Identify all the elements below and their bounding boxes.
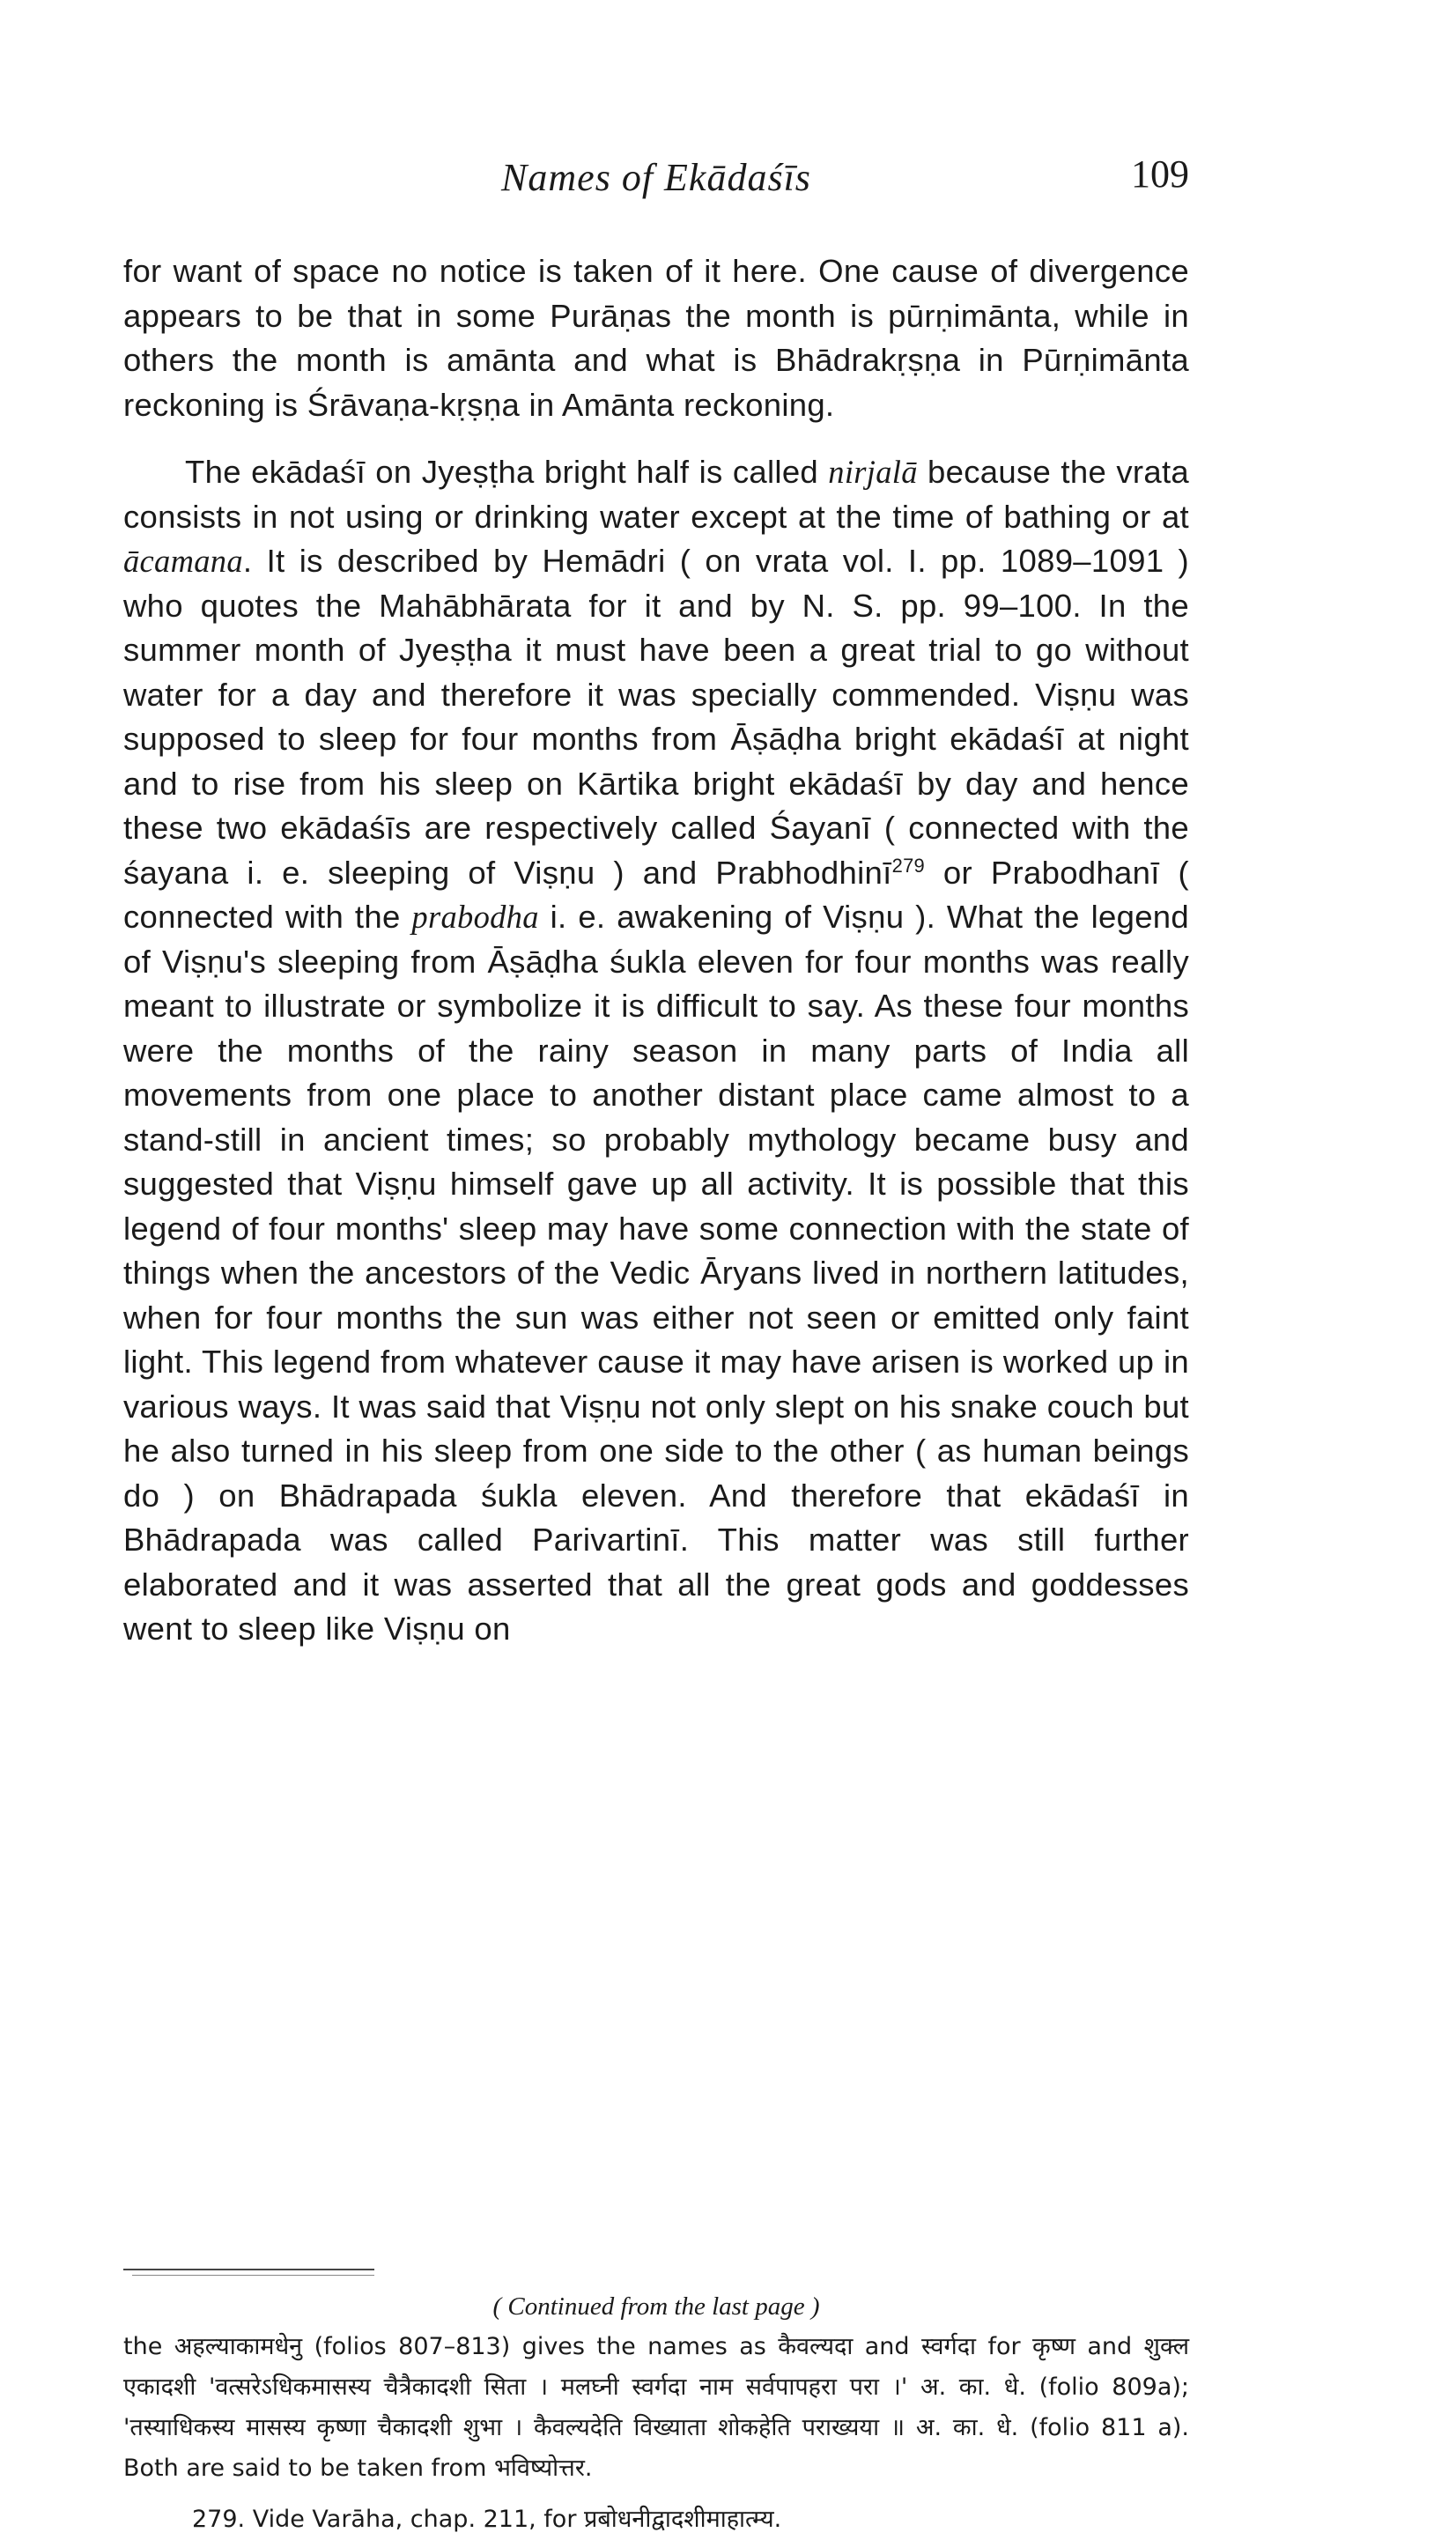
footnote-continued-text: the अहल्याकामधेनु (folios 807–813) gives the names as कैवल्यदा and स्वर्गदा for कृष्ण and शुक्ल एकादशी 'वत्सरेऽधिकमासस्य चैत्रैकादशी सिता । मलघ्नी स्वर्गदा नाम सर्वपापहरा परा ।' अ. का. धे. (folio 809a); 'तस्याधिकस्य मासस्य कृष्णा चैकादशी शुभा । कैवल्यदेति विख्याता शोकहेति पराख्यया ॥ अ. का. धे. (folio 811 a). Both are said to be taken from भविष्योत्तर. <box>123 2333 1189 2482</box>
paragraph-1: for want of space no notice is taken of it here. One cause of divergence appears to be that in some Purāṇas the month is pūrṇimānta, while in others the month is amānta and what is Bhādrakṛṣṇa in Pūrṇimānta reckoning is Śrāvaṇa-kṛṣṇa in Amānta reckoning. <box>123 253 1189 423</box>
footnotes <box>123 2286 1189 2540</box>
page-number: 109 <box>1131 152 1189 196</box>
running-head <box>123 150 1189 203</box>
term-acamana: ācamana <box>123 543 243 579</box>
body-text <box>123 249 1189 1652</box>
para2-part-c: . It is described by Hemādri ( on vrata vol. I. pp. 1089–1091 ) who quotes the Mahābhārata for it and by N. S. pp. 99–100. In the summer month of Jyeṣṭha it must have been a great trial to go without water for a day and therefore it was specially commended. Viṣṇu was supposed to sleep for four months from Āṣāḍha bright ekādaśī at night and to rise from his sleep on Kārtika bright ekādaśī by day and hence these two ekādaśīs are respectively called Śayanī ( connected with the śayana i. e. sleeping of Viṣṇu ) and Prabhodhinī <box>123 543 1189 891</box>
running-title: Names of Ekādaśīs <box>501 156 811 199</box>
footnote-divider <box>123 2269 374 2270</box>
para2-part-e: i. e. awakening of Viṣṇu ). What the legend of Viṣṇu's sleeping from Āṣāḍha śukla eleven for four months was really meant to illustrate or symbolize it is difficult to say. As these four months were the months of the rainy season in many parts of India all movements from one place to another distant place came almost to a stand-still in ancient times; so probably mythology became busy and suggested that Viṣṇu himself gave up all activity. It is possible that this legend of four months' sleep may have some connection with the state of things when the ancestors of the Vedic Āryans lived in northern latitudes, when for four months the sun was either not seen or emitted only faint light. This legend from whatever cause it may have arisen is worked up in various ways. It was said that Viṣṇu not only slept on his snake couch but he also turned in his sleep from one side to the other ( as human beings do ) on Bhādrapada śukla eleven. And therefore that ekādaśī in Bhādrapada was called Parivartinī. This matter was still further elaborated and it was asserted that all the great gods and goddesses went to sleep like Viṣṇu on <box>123 899 1189 1647</box>
footnote-divider-thin <box>132 2275 374 2276</box>
para2-part-a: The ekādaśī on Jyeṣṭha bright half is called <box>185 454 829 490</box>
para2-part-d: or Prabodhanī ( connected with the <box>123 854 1189 935</box>
footnote-279: 279. Vide Varāha, chap. 211, for प्रबोधनीद्वादशीमाहात्म्य. <box>192 2506 782 2533</box>
footnote-ref-279[interactable]: 279 <box>891 854 926 877</box>
term-prabodha: prabodha <box>411 899 539 935</box>
term-nirjala: nirjalā <box>828 454 918 490</box>
paragraph-2 <box>123 450 1189 1652</box>
para2-part-b: because the vrata consists in not using or drinking water except at the time of bathing or at <box>123 454 1189 535</box>
footnote-continued-label: ( Continued from the last page ) <box>492 2292 820 2321</box>
